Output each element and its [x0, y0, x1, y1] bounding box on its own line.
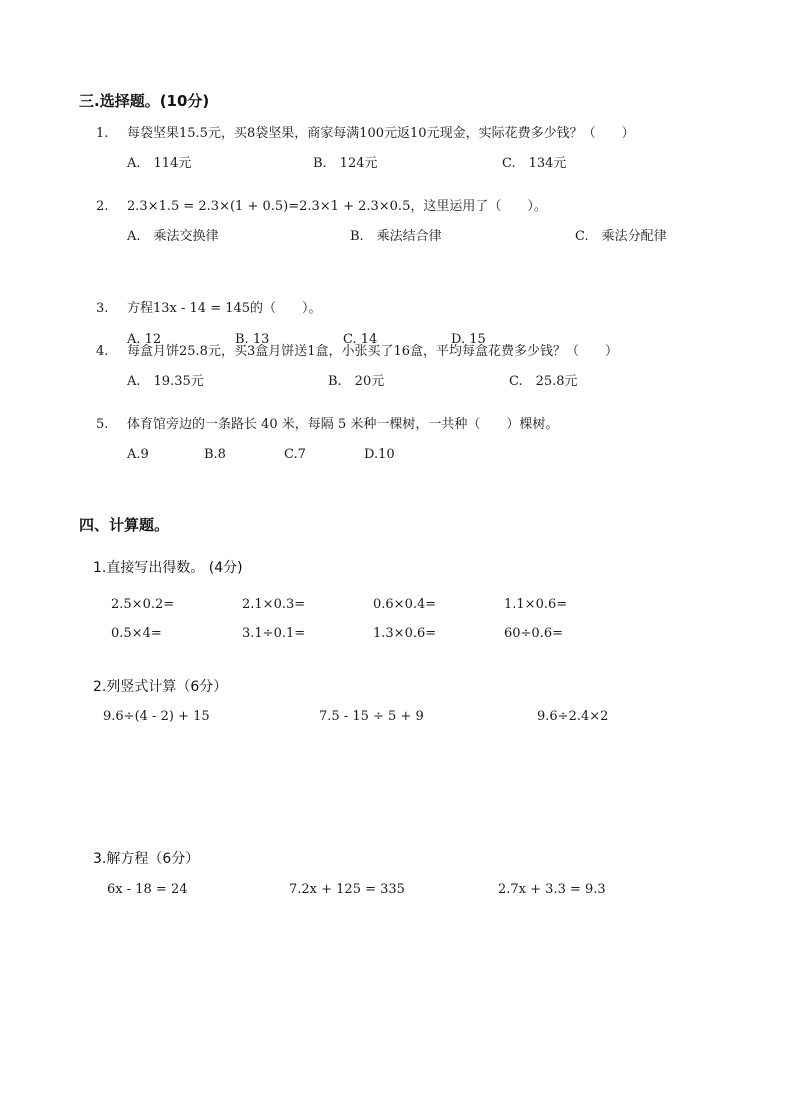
- question-3-text: 方程13x - 14 = 145的（ ）。: [127, 301, 322, 316]
- oral-calc-8: 60÷0.6=: [504, 626, 564, 641]
- question-2-number: 2.: [96, 199, 109, 214]
- section-4-heading: 四、计算题。: [79, 516, 170, 534]
- equation-3: 2.7x + 3.3 = 9.3: [498, 882, 606, 897]
- part-1-title: 1.直接写出得数。 (4分): [93, 560, 243, 576]
- equation-2: 7.2x + 125 = 335: [289, 882, 405, 897]
- oral-calc-1: 2.5×0.2=: [111, 597, 175, 612]
- question-1-option-b: B. 124元: [313, 156, 378, 171]
- question-2-option-b: B. 乘法结合律: [350, 229, 442, 244]
- question-3-option-d: D. 15: [451, 332, 486, 347]
- question-4-option-a: A. 19.35元: [127, 374, 204, 389]
- question-1-text: 每袋坚果15.5元，买8袋坚果，商家每满100元返10元现金，实际花费多少钱？（ ）: [127, 126, 635, 141]
- part-2-title: 2.列竖式计算（6分）: [93, 679, 228, 695]
- oral-calc-3: 0.6×0.4=: [373, 597, 437, 612]
- section-3-heading: 三.选择题。(10分): [79, 92, 210, 110]
- vertical-calc-1: 9.6÷(4 - 2) + 15: [103, 709, 210, 724]
- question-2-option-a: A. 乘法交换律: [127, 229, 219, 244]
- question-5-option-d: D.10: [364, 447, 395, 462]
- vertical-calc-2: 7.5 - 15 ÷ 5 + 9: [319, 709, 424, 724]
- question-1-option-c: C. 134元: [502, 156, 567, 171]
- question-2-option-c: C. 乘法分配律: [575, 229, 667, 244]
- question-5-number: 5.: [96, 417, 109, 432]
- question-3-number: 3.: [96, 301, 109, 316]
- oral-calc-2: 2.1×0.3=: [242, 597, 306, 612]
- question-3-option-a: A. 12: [127, 332, 162, 347]
- oral-calc-5: 0.5×4=: [111, 626, 162, 641]
- question-4-number: 4.: [96, 344, 109, 359]
- question-3-option-b: B. 13: [235, 332, 270, 347]
- question-5-option-c: C.7: [284, 447, 306, 462]
- oral-calc-7: 1.3×0.6=: [373, 626, 437, 641]
- oral-calc-6: 3.1÷0.1=: [242, 626, 306, 641]
- question-5-option-b: B.8: [204, 447, 226, 462]
- question-4-option-c: C. 25.8元: [509, 374, 578, 389]
- question-4-text: 每盒月饼25.8元，买3盒月饼送1盒，小张买了16盒，平均每盒花费多少钱？（ ）: [127, 344, 619, 359]
- question-2-text: 2.3×1.5 = 2.3×(1 + 0.5)=2.3×1 + 2.3×0.5，这里运用了（ ）。: [127, 199, 547, 214]
- equation-1: 6x - 18 = 24: [107, 882, 188, 897]
- question-1-number: 1.: [96, 126, 109, 141]
- question-1-option-a: A. 114元: [127, 156, 192, 171]
- question-4-option-b: B. 20元: [328, 374, 385, 389]
- question-5-option-a: A.9: [127, 447, 149, 462]
- question-3-option-c: C. 14: [343, 332, 378, 347]
- question-5-text: 体育馆旁边的一条路长 40 米，每隔 5 米种一棵树，一共种（ ）棵树。: [127, 417, 559, 432]
- oral-calc-4: 1.1×0.6=: [504, 597, 568, 612]
- part-3-title: 3.解方程（6分）: [93, 851, 200, 867]
- vertical-calc-3: 9.6÷2.4×2: [537, 709, 609, 724]
